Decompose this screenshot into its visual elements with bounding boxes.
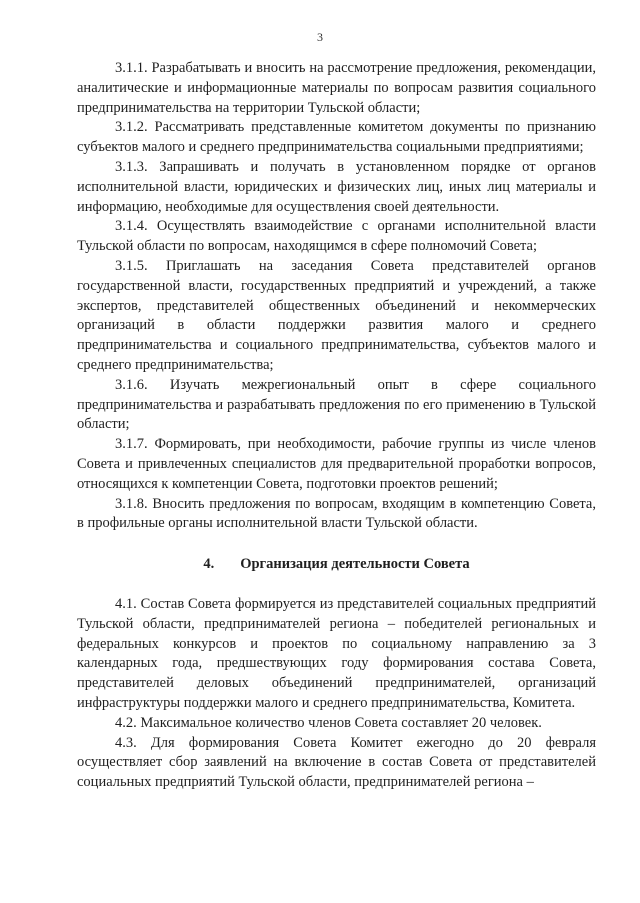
paragraph-3-1-8: 3.1.8. Вносить предложения по вопросам, входящим в компетенцию Совета, в профильные органы исполнительной власти Тульской области. bbox=[77, 495, 596, 532]
section-heading bbox=[77, 555, 596, 575]
paragraph-3-1-1: 3.1.1. Разрабатывать и вносить на рассмотрение предложения, рекомендации, аналитические и информационные материалы по вопросам развития социального предпринимательства на территории Тульской области; bbox=[77, 60, 596, 116]
paragraph-3-1-4: 3.1.4. Осуществлять взаимодействие с органами исполнительной власти Тульской области по вопросам, находящимся в сфере полномочий Совета; bbox=[77, 218, 596, 255]
paragraph-4-2: 4.2. Максимальное количество членов Совета составляет 20 человек. bbox=[115, 714, 542, 731]
section-number: 4. bbox=[203, 556, 215, 573]
page-number: 3 bbox=[317, 30, 323, 44]
section-title: Организация деятельности Совета bbox=[240, 556, 470, 573]
paragraph-3-1-7: 3.1.7. Формировать, при необходимости, рабочие группы из числе членов Совета и привлеченных специалистов для предварительной проработки вопросов, относящихся к компетенции Совета, подготовки проектов решений; bbox=[77, 436, 596, 492]
paragraph-3-1-3: 3.1.3. Запрашивать и получать в установленном порядке от органов исполнительной власти, юридических и физических лиц, иных лиц материалы и информацию, необходимые для осуществления своей деятельности. bbox=[77, 158, 596, 215]
paragraph-3-1-6: 3.1.6. Изучать межрегиональный опыт в сфере социального предпринимательства и разрабатывать предложения по его применению в Тульской области; bbox=[77, 376, 596, 433]
paragraph-4-1: 4.1. Состав Совета формируется из представителей социальных предприятий Тульской области, предпринимателей региона – победителей региональных и федеральных конкурсов и проектов по социальному направлению за 3 календарных года, предшествующих году формирования состава Совета, представителей деловых объединений предпринимателей, организаций инфраструктуры поддержки малого и среднего предпринимательства, Комитета. bbox=[77, 595, 596, 711]
paragraph-3-1-2: 3.1.2. Рассматривать представленные комитетом документы по признанию субъектов малого и среднего предпринимательства социальными предприятиями; bbox=[77, 119, 596, 156]
document-body bbox=[77, 59, 596, 793]
paragraph-4-3: 4.3. Для формирования Совета Комитет ежегодно до 20 февраля осуществляет сбор заявлений на включение в состав Совета от представителей социальных предприятий Тульской области, предпринимателей региона – bbox=[77, 734, 596, 791]
paragraph-3-1-5: 3.1.5. Приглашать на заседания Совета представителей органов государственной власти, государственных предприятий и учреждений, а также экспертов, представителей общественных объединений и некоммерческих организаций в области поддержки развития малого и среднего предпринимательства и социального предпринимательства, субъектов малого и среднего предпринимательства; bbox=[77, 257, 596, 373]
